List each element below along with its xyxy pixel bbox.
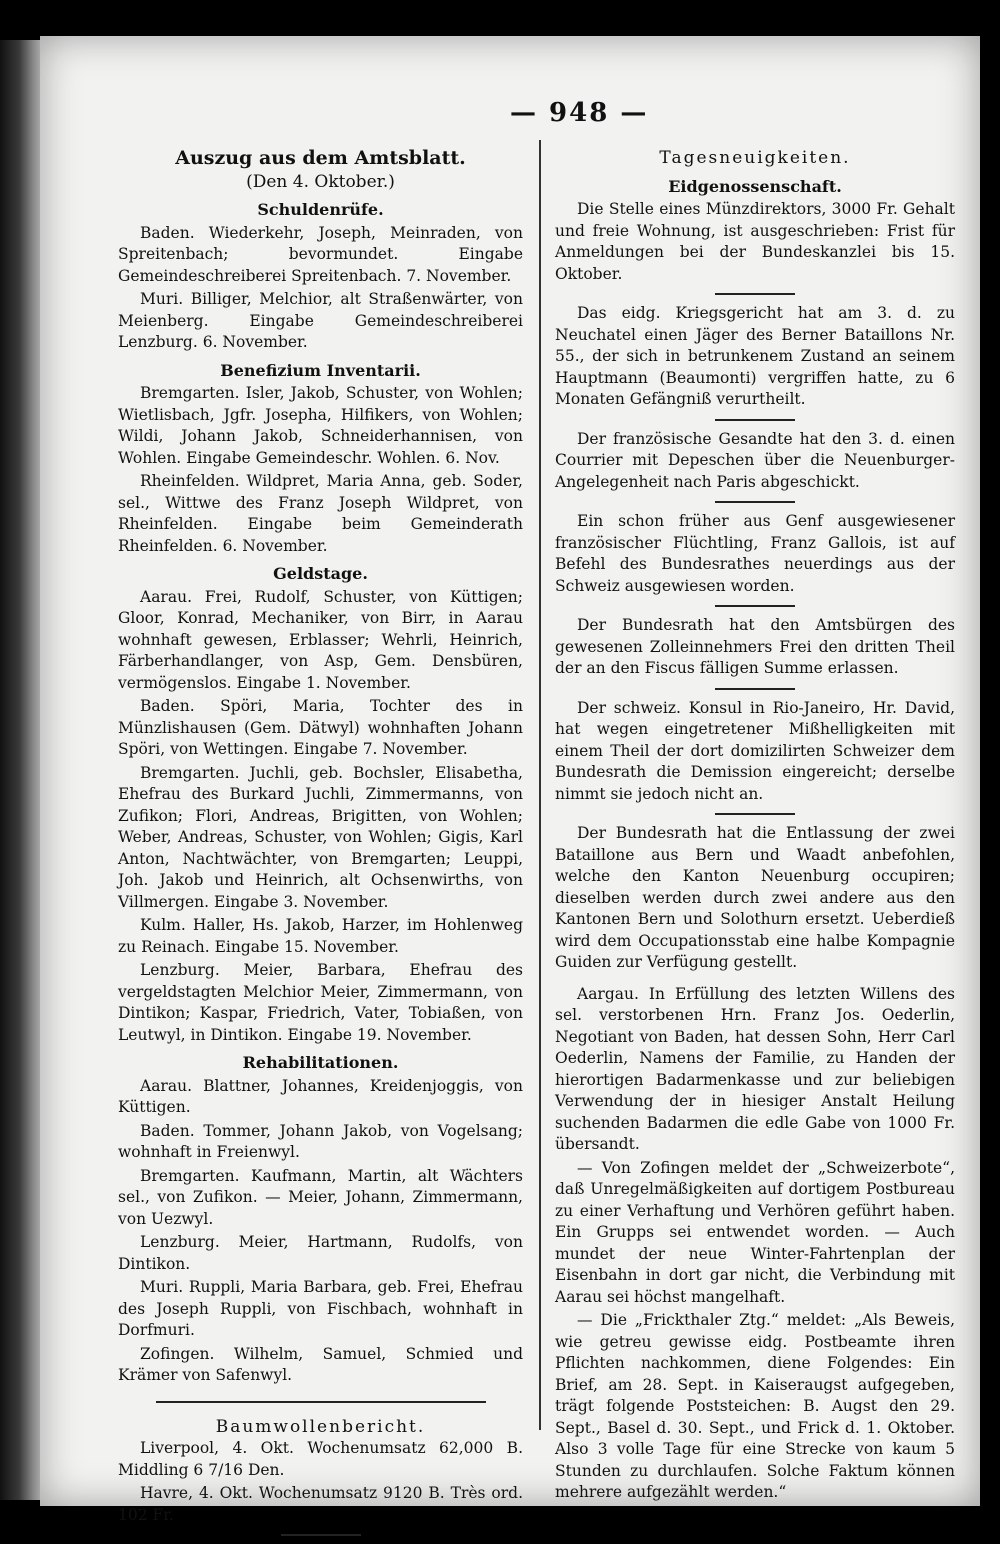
section-heading: Schuldenrüfe. xyxy=(257,200,384,219)
list-item: Baden. Wiederkehr, Joseph, Meinraden, von Spreitenbach; bevormundet. Eingabe Gemeindeschreiberei Spreitenbach. 7. November. xyxy=(118,223,523,285)
amtsblatt-title: Auszug aus dem Amtsblatt. xyxy=(175,147,466,169)
news-item: — Die „Frickthaler Ztg.“ meldet: „Als Beweis, wie getreu gewisse eidg. Postbeamte ihren Pflichten nachkommen, diene Folgendes: Ein Brief, am 28. Sept. in Kaiseraugst aufgegeben, trägt folgende Poststeichen: B. Augst den 29. Sept., Basel d. 30. Sept., und Frick d. 1. Oktober. Also 3 volle Tage für eine Strecke von kaum 5 Stunden zu durchlaufen. Solche Faktum können mehrere aufgezählt werden.“ xyxy=(555,1311,955,1501)
item-rule xyxy=(715,501,795,503)
list-item: Havre, 4. Okt. Wochenumsatz 9120 B. Très ord. 102 Fr. xyxy=(118,1484,523,1524)
list-item: Liverpool, 4. Okt. Wochenumsatz 62,000 B. Middling 6 7/16 Den. xyxy=(118,1439,523,1479)
item-rule xyxy=(715,605,795,607)
list-item: Kulm. Haller, Hs. Jakob, Harzer, im Hohlenweg zu Reinach. Eingabe 15. November. xyxy=(118,916,523,956)
list-item: Zofingen. Wilhelm, Samuel, Schmied und Krämer von Safenwyl. xyxy=(118,1344,523,1384)
news-item: Das eidg. Kriegsgericht hat am 3. d. zu Neuchatel einen Jäger des Berner Bataillons Nr. 55., der sich in betrunkenem Zustand an seinem Hauptmann (Beaumonti) vergriffen hatte, zu 6 Monaten Gefängniß verurtheilt. xyxy=(555,304,955,408)
list-item: Lenzburg. Meier, Barbara, Ehefrau des vergeldstagten Melchior Meier, Zimmermann, von Dintikon; Kaspar, Friedrich, Vater, Tobiaßen, von Leutwyl, in Dintikon. Eingabe 19. November. xyxy=(118,961,523,1044)
news-subtitle: Eidgenossenschaft. xyxy=(668,176,842,196)
news-item: Der französische Gesandte hat den 3. d. einen Courrier mit Depeschen über die Neuenburger-Angelegenheit nach Paris abgeschickt. xyxy=(555,429,955,491)
news-item: Der Bundesrath hat die Entlassung der zwei Bataillone aus Bern und Waadt anbefohlen, welche den Kanton Neuenburg occupiren; dieselben werden durch zwei andere aus den Kantonen Bern und Solothurn ersetzt. Ueberdieß wird dem Occupationsstab eine halbe Kompagnie Guiden zur Verfügung gestellt. xyxy=(555,824,955,971)
section-heading: Geldstage. xyxy=(273,564,368,583)
cotton-heading: Baumwollenbericht. xyxy=(215,1416,426,1437)
section-heading: Benefizium Inventarii. xyxy=(220,360,421,380)
news-item: Der schweiz. Konsul in Rio-Janeiro, Hr. David, hat wegen eingetretener Mißhelligkeiten mit einem Theil der dort domizilirten Schweizer dem Bundesrath die Demission eingereicht; derselbe nimmt sie jedoch nicht an. xyxy=(555,698,955,803)
page-number: — 948 — xyxy=(510,98,649,128)
news-item: — Von Zofingen meldet der „Schweizerbote“, daß Unregelmäßigkeiten auf dortigem Postbureau zu einer Verhaftung und Verhören geführt haben. Ein Grupps sei entwendet worden. — Auch mundet der neue Winter-Fahrtenplan der Eisenbahn in dort gar nicht, die Verbindung mit Aarau sei höchst mangelhaft. xyxy=(555,1158,955,1306)
list-item: Aarau. Frei, Rudolf, Schuster, von Küttigen; Gloor, Konrad, Mechaniker, von Birr, in Aarau wohnhaft gewesen, Erblasser; Wehrli, Heinrich, Färberhandlanger, von Asp, Gem. Densbüren, vermögenslos. Eingabe 1. November. xyxy=(118,587,523,692)
item-rule xyxy=(715,293,795,295)
news-item: Ein schon früher aus Genf ausgewiesener französischer Flüchtling, Franz Gallois, ist auf Befehl des Bundesrathes neuerdings aus der Schweiz ausgewiesen worden. xyxy=(555,512,955,595)
item-rule xyxy=(715,813,795,815)
list-item: Muri. Ruppli, Maria Barbara, geb. Frei, Ehefrau des Joseph Ruppli, von Fischbach, wohnhaft in Dorfmuri. xyxy=(118,1278,523,1339)
amtsblatt-date: (Den 4. Oktober.) xyxy=(246,171,395,192)
item-rule xyxy=(715,419,795,421)
column-divider xyxy=(539,140,541,1430)
list-item: Rheinfelden. Wildpret, Maria Anna, geb. Soder, sel., Wittwe des Franz Joseph Wildpret, von Rheinfelden. Eingabe beim Gemeinderath Rheinfelden. 6. November. xyxy=(118,472,523,555)
end-rule xyxy=(281,1534,361,1536)
news-item: Aargau. In Erfüllung des letzten Willens des sel. verstorbenen Hrn. Franz Jos. Oederlin, Negotiant von Baden, hat dessen Sohn, Herr Carl Oederlin, Namens der Familie, zu Handen der hierortigen Badarmenkasse und zur beliebigen Verwendung der in hiesiger Anstalt Heilung suchenden Badarmen die edle Gabe von 1000 Fr. übersandt. xyxy=(555,984,955,1153)
list-item: Lenzburg. Meier, Hartmann, Rudolfs, von Dintikon. xyxy=(118,1233,523,1273)
list-item: Baden. Spöri, Maria, Tochter des in Münzlishausen (Gem. Dätwyl) wohnhaften Johann Spöri, von Wettingen. Eingabe 7. November. xyxy=(118,697,523,758)
list-item: Bremgarten. Juchli, geb. Bochsler, Elisabetha, Ehefrau des Burkard Juchli, Zimmermanns, von Zufikon; Flori, Andreas, Brigitten, von Wohlen; Weber, Andreas, Schuster, von Wohlen; Gigis, Karl Anton, Nachtwächter, von Bremgarten; Leuppi, Joh. Jakob und Heinrich, alt Ochsenwirths, von Villmergen. Eingabe 3. November. xyxy=(118,763,523,911)
section-rule xyxy=(156,1401,486,1403)
list-item: Baden. Tommer, Johann Jakob, von Vogelsang; wohnhaft in Freienwyl. xyxy=(118,1121,523,1161)
list-item: Muri. Billiger, Melchior, alt Straßenwärter, von Meienberg. Eingabe Gemeindeschreiberei Lenzburg. 6. November. xyxy=(118,290,523,351)
news-item: Die Stelle eines Münzdirektors, 3000 Fr. Gehalt und freie Wohnung, ist ausgeschrieben: Frist für Anmeldungen bei der Bundeskanzlei bis 15. Oktober. xyxy=(555,200,955,283)
list-item: Bremgarten. Kaufmann, Martin, alt Wächters sel., von Zufikon. — Meier, Johann, Zimmermann, von Uezwyl. xyxy=(118,1166,523,1228)
section-heading: Rehabilitationen. xyxy=(242,1053,399,1072)
list-item: Aarau. Blattner, Johannes, Kreidenjoggis, von Küttigen. xyxy=(118,1076,523,1116)
left-column xyxy=(118,112,523,1544)
list-item: Bremgarten. Isler, Jakob, Schuster, von Wohlen; Wietlisbach, Jgfr. Josepha, Hilfikers, von Wohlen; Wildi, Johann Jakob, Schneiderhannisen, von Wohlen. Eingabe Gemeindeschr. Wohlen. 6. Nov. xyxy=(118,384,523,467)
item-rule xyxy=(715,688,795,690)
right-column xyxy=(555,112,955,1506)
news-item: Der Bundesrath hat den Amtsbürgen des gewesenen Zolleinnehmers Frei den dritten Theil der an den Fiscus fälligen Summe erlassen. xyxy=(555,616,955,677)
news-title: Tagesneuigkeiten. xyxy=(659,148,851,168)
